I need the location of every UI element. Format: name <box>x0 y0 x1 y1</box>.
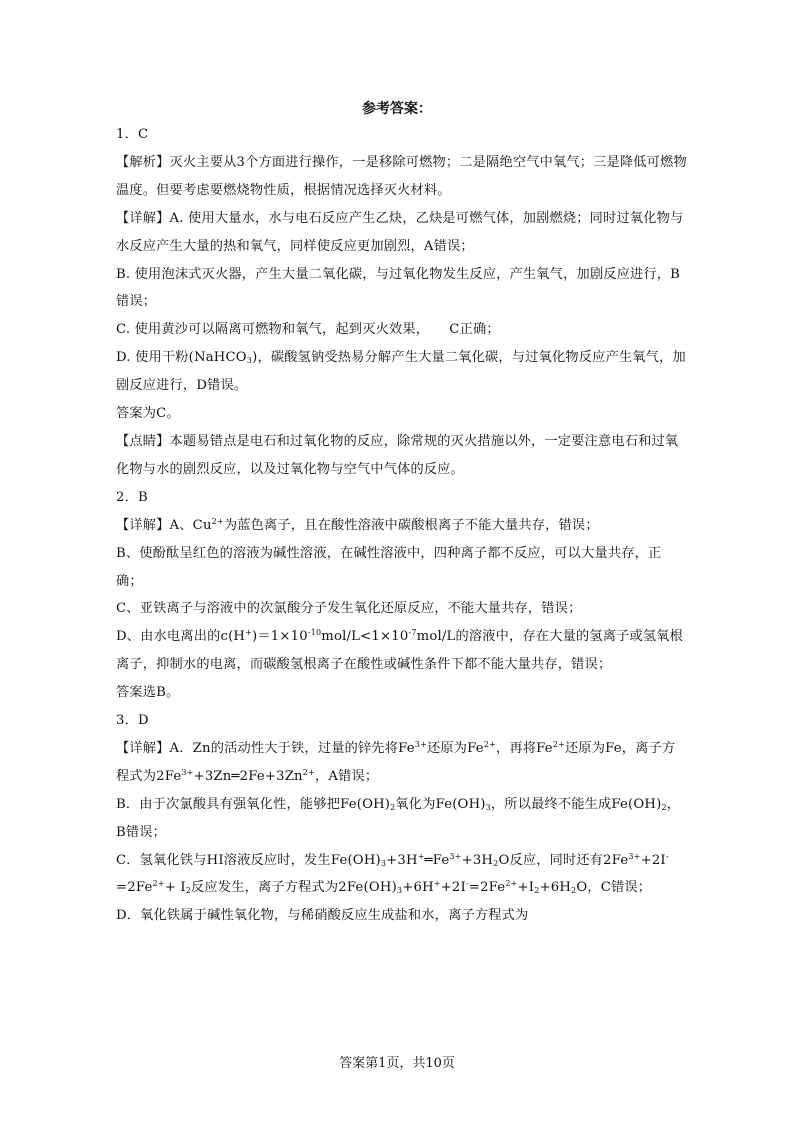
superscript: + <box>245 628 253 638</box>
text-segment: 【详解】A．Zn的活动性大于铁，过量的锌先将Fe <box>116 740 415 756</box>
text-segment: mol/L<1×10 <box>321 629 409 645</box>
subscript: 3 <box>380 858 387 868</box>
text-segment: 氧化为Fe(OH) <box>395 796 486 812</box>
text-segment: +2I <box>440 880 466 896</box>
text-segment: B．由于次氯酸具有强氧化性，能够把Fe(OH) <box>116 796 391 812</box>
subscript: 3 <box>485 802 491 812</box>
subscript: 3 <box>246 356 253 366</box>
text-segment: ，A错误； <box>314 768 379 784</box>
text-segment: +2I <box>640 852 666 868</box>
text-segment: 反应发生，离子方程式为2Fe(OH) <box>191 880 397 896</box>
q2-answer: 答案选B。 <box>116 685 180 701</box>
text-segment: +3H <box>386 852 418 868</box>
q1-remark: 【点睛】本题易错点是电石和过氧化物的反应，除常规的灭火措施以外，一定要注意电石和过氧化物与水的剧烈反应，以及过氧化物与空气中气体的反应。 <box>116 433 679 477</box>
text-segment: mol/L的溶液中，存在大量的氢离子或氢氧根离子，抑制水的电离，而碳酸氢根离子在酸性或碱性条件下都不能大量共存，错误； <box>116 629 684 673</box>
superscript: + <box>433 879 441 889</box>
text-segment: +6H <box>402 880 434 896</box>
q3-detail-a <box>116 735 688 791</box>
q1-detail-a: 【详解】A. 使用大量水，水与电石反应产生乙炔，乙炔是可燃气体，加剧燃烧；同时过氧化物与水反应产生大量的热和氧气，同样使反应更加剧烈，A错误； <box>116 210 684 254</box>
superscript: 2+ <box>505 879 518 889</box>
text-segment: ，B错误； <box>116 796 681 840</box>
text-segment: )＝1×10 <box>252 629 308 645</box>
text-segment: D、由水电离出的c(H <box>116 629 246 645</box>
superscript: 3+ <box>449 851 462 861</box>
q1-number: 1．C <box>116 127 149 142</box>
q2-number: 2．B <box>116 489 148 505</box>
superscript: 2+ <box>152 879 165 889</box>
q1-answer: 答案为C。 <box>116 406 180 422</box>
text-segment: =2Fe <box>116 880 153 896</box>
q3-option-b <box>116 791 688 847</box>
text-segment: O反应，同时还有2Fe <box>498 852 629 868</box>
superscript: - <box>465 879 469 889</box>
text-segment: 【详解】A、Cu <box>116 517 212 533</box>
page-title: 参考答案： <box>362 101 432 117</box>
text-segment: +I <box>517 880 535 896</box>
text-segment: D. 使用干粉(NaHCO <box>116 350 247 366</box>
q1-option-b: B. 使用泡沫式灭火器，产生大量二氧化碳，与过氧化物发生反应，产生氧气，加剧反应进行，B错误； <box>116 266 681 310</box>
text-segment: C．氢氧化铁与HI溶液反应时，发生Fe(OH) <box>116 852 381 868</box>
superscript: 2+ <box>302 767 315 777</box>
q3-number: 3．D <box>116 713 149 729</box>
text-segment: =2Fe <box>468 880 506 896</box>
q2-option-b: B、使酚酞呈红色的溶液为碱性溶液，在碱性溶液中，四种离子都不反应，可以大量共存，正确； <box>116 545 662 589</box>
text-segment: 还原为Fe <box>426 740 484 756</box>
q3-option-d: D．氧化铁属于碱性氧化物，与稀硝酸反应生成盐和水，离子方程式为 <box>116 908 529 924</box>
text-segment: +6H <box>539 880 572 896</box>
subscript: 2 <box>571 886 577 896</box>
text-segment: )，碳酸氢钠受热易分解产生大量二氧化碳，与过氧化物反应产生氧气，加剧反应进行，D错误。 <box>116 350 686 394</box>
q3-option-c <box>116 847 688 903</box>
q2-option-d <box>116 623 688 679</box>
superscript: 2+ <box>211 516 224 526</box>
text-segment: ，所以最终不能生成Fe(OH) <box>490 796 662 812</box>
superscript: + <box>417 851 425 861</box>
q1-option-d <box>116 344 688 400</box>
answer-content <box>116 121 688 930</box>
text-segment: +3Zn═2Fe+3Zn <box>193 768 303 784</box>
superscript: -7 <box>408 628 417 638</box>
text-segment: ，再将Fe <box>495 740 553 756</box>
subscript: 2 <box>661 802 667 812</box>
text-segment: 为蓝色离子，且在酸性溶液中碳酸根离子不能大量共存，错误； <box>223 517 599 533</box>
text-segment: 还原为Fe，离子方程式为2Fe <box>116 740 676 784</box>
subscript: 2 <box>493 858 499 868</box>
q1-option-c: C. 使用黄沙可以隔离可燃物和氧气，起到灭火效果， C正确； <box>116 322 500 338</box>
page-footer: 答案第1页，共10页 <box>339 1056 455 1071</box>
text-segment: O，C错误； <box>576 880 652 896</box>
text-segment: ═Fe <box>424 852 450 868</box>
superscript: - <box>665 851 669 861</box>
subscript: 3 <box>396 886 403 896</box>
superscript: 3+ <box>414 739 427 749</box>
superscript: 2+ <box>552 739 565 749</box>
subscript: 2 <box>390 802 396 812</box>
q2-detail-a <box>116 512 688 540</box>
text-segment: + I <box>164 880 186 896</box>
superscript: -10 <box>307 628 322 638</box>
q2-option-c: C、亚铁离子与溶液中的次氯酸分子发生氧化还原反应，不能大量共存，错误； <box>116 601 582 617</box>
superscript: 2+ <box>483 739 496 749</box>
text-segment: +3H <box>461 852 494 868</box>
subscript: 2 <box>185 886 192 896</box>
subscript: 2 <box>534 886 540 896</box>
superscript: 3+ <box>628 851 641 861</box>
superscript: 3+ <box>181 767 194 777</box>
q1-analysis: 【解析】灭火主要从3个方面进行操作，一是移除可燃物；二是隔绝空气中氧气；三是降低可燃物温度。但要考虑要燃烧物性质，根据情况选择灭火材料。 <box>116 154 687 198</box>
